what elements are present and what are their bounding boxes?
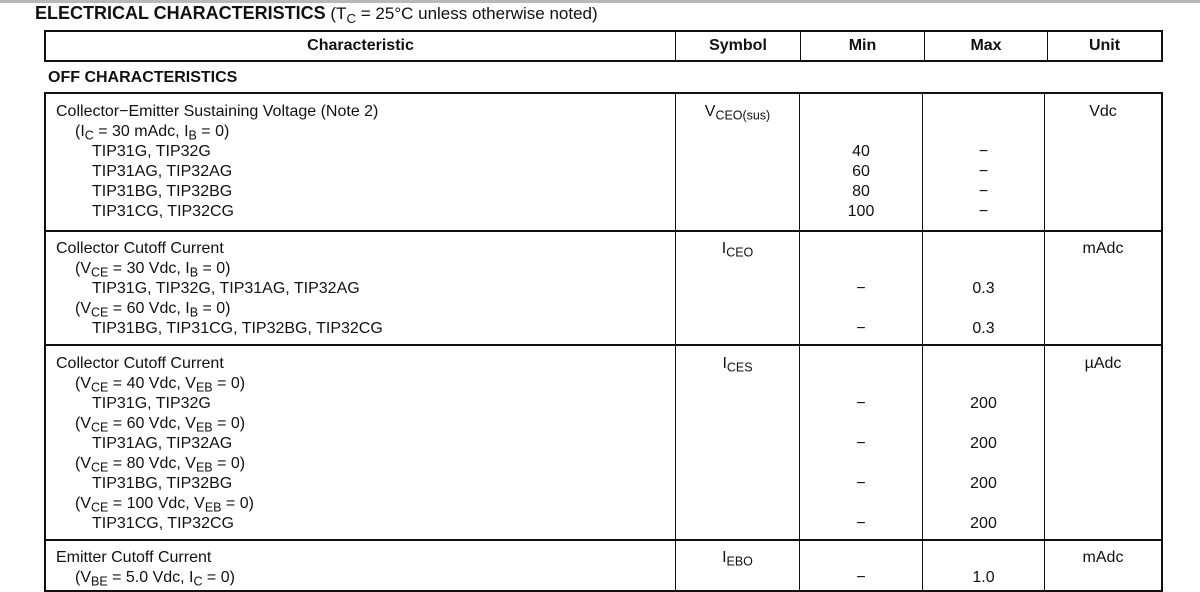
unit-cell (1044, 94, 1161, 230)
max-value (923, 102, 1044, 122)
characteristic-line (46, 142, 675, 162)
max-cell (922, 231, 1044, 344)
max-value: − (923, 202, 1044, 222)
symbol (676, 239, 799, 259)
min-value (800, 239, 922, 259)
min-value: 80 (800, 182, 922, 202)
text-segment: I (722, 549, 726, 566)
min-value (800, 548, 922, 568)
subscript: BE (91, 575, 108, 589)
max-value: 1.0 (923, 568, 1044, 588)
header-symbol: Symbol (675, 32, 800, 60)
unit: mAdc (1045, 239, 1161, 259)
max-value: 200 (923, 514, 1044, 534)
text-segment: (V (75, 495, 91, 512)
min-value: − (800, 319, 922, 339)
max-value: 200 (923, 394, 1044, 414)
subscript: CEO (726, 246, 753, 260)
characteristic-line (46, 202, 675, 222)
max-value: 0.3 (923, 279, 1044, 299)
text-segment: (V (75, 415, 91, 432)
unit: Vdc (1045, 102, 1161, 122)
page-title (35, 3, 598, 24)
symbol-cell (675, 346, 799, 539)
unit: µAdc (1045, 354, 1161, 374)
subscript: CEO(sus) (715, 108, 770, 122)
characteristic-line (46, 354, 675, 374)
min-cell (799, 231, 922, 344)
symbol-cell (675, 94, 799, 230)
min-value (800, 259, 922, 279)
subscript: CE (91, 500, 108, 514)
subscript: CE (91, 420, 108, 434)
subscript: B (190, 306, 198, 320)
table-body (44, 92, 1163, 592)
subscript: EB (196, 420, 213, 434)
text-segment: TIP31G, TIP32G, TIP31AG, TIP32AG (92, 280, 360, 297)
characteristic-line (46, 319, 675, 339)
max-value: − (923, 142, 1044, 162)
subscript: CE (91, 266, 108, 280)
max-value (923, 259, 1044, 279)
electrical-characteristics-table (44, 30, 1163, 592)
table-row (44, 345, 1163, 541)
text-segment: = 0) (198, 300, 230, 317)
symbol (676, 548, 799, 568)
max-cell (922, 346, 1044, 539)
text-segment: Collector Cutoff Current (56, 240, 224, 257)
min-value: − (800, 394, 922, 414)
text-segment: TIP31G, TIP32G (92, 143, 211, 160)
text-segment: TIP31CG, TIP32CG (92, 515, 234, 532)
text-segment: I (722, 240, 726, 257)
table-header (44, 30, 1163, 62)
header-min: Min (800, 32, 924, 60)
subscript: CE (91, 306, 108, 320)
subscript: B (190, 266, 198, 280)
characteristic-line (46, 122, 675, 142)
characteristic-cell (46, 231, 675, 344)
subscript: CE (91, 460, 108, 474)
min-value: − (800, 279, 922, 299)
min-value: − (800, 474, 922, 494)
header-max: Max (924, 32, 1047, 60)
text-segment: TIP31BG, TIP31CG, TIP32BG, TIP32CG (92, 320, 383, 337)
max-value (923, 354, 1044, 374)
max-value (923, 414, 1044, 434)
max-value (923, 122, 1044, 142)
text-segment: TIP31BG, TIP32BG (92, 183, 232, 200)
min-value (800, 299, 922, 319)
table-row (44, 92, 1163, 232)
text-segment: TIP31AG, TIP32AG (92, 163, 232, 180)
max-cell (922, 94, 1044, 230)
characteristic-line (46, 239, 675, 259)
min-cell (799, 346, 922, 539)
text-segment: = 100 Vdc, V (108, 495, 205, 512)
unit-cell (1044, 346, 1161, 539)
text-segment: Collector−Emitter Sustaining Voltage (Note 2) (56, 103, 378, 120)
characteristic-line (46, 434, 675, 454)
text-segment: TIP31G, TIP32G (92, 395, 211, 412)
characteristic-line (46, 299, 675, 319)
subscript: B (189, 128, 197, 142)
characteristic-line (46, 102, 675, 122)
characteristic-line (46, 182, 675, 202)
text-segment: TIP31BG, TIP32BG (92, 475, 232, 492)
text-segment: (V (75, 375, 91, 392)
max-value: − (923, 182, 1044, 202)
text-segment: Emitter Cutoff Current (56, 549, 211, 566)
text-segment: = 30 Vdc, I (108, 260, 189, 277)
text-segment: = 0) (213, 455, 245, 472)
subscript: EB (196, 380, 213, 394)
text-segment: (I (75, 123, 85, 140)
min-cell (799, 94, 922, 230)
cond-text: (T (326, 4, 347, 23)
subscript: C (85, 128, 94, 142)
max-value (923, 239, 1044, 259)
text-segment: Collector Cutoff Current (56, 355, 224, 372)
symbol (676, 354, 799, 374)
max-value (923, 454, 1044, 474)
text-segment: = 30 mAdc, I (94, 123, 189, 140)
text-segment: = 0) (202, 569, 234, 586)
text-segment: (V (75, 260, 91, 277)
text-segment: = 5.0 Vdc, I (108, 569, 194, 586)
header-characteristic: Characteristic (46, 32, 675, 60)
text-segment: I (722, 355, 726, 372)
max-value (923, 548, 1044, 568)
min-value (800, 414, 922, 434)
text-segment: TIP31AG, TIP32AG (92, 435, 232, 452)
min-value: 60 (800, 162, 922, 182)
min-value: 40 (800, 142, 922, 162)
characteristic-line (46, 548, 675, 568)
max-value: 0.3 (923, 319, 1044, 339)
text-segment: = 0) (213, 415, 245, 432)
text-segment: = 80 Vdc, V (108, 455, 196, 472)
subscript: CES (727, 360, 753, 374)
characteristic-line (46, 514, 675, 534)
title-condition (326, 4, 598, 23)
cond-sub: C (346, 11, 356, 26)
text-segment: = 0) (213, 375, 245, 392)
text-segment: TIP31CG, TIP32CG (92, 203, 234, 220)
text-segment: (V (75, 300, 91, 317)
text-segment: (V (75, 455, 91, 472)
text-segment: = 60 Vdc, I (108, 300, 189, 317)
subscript: CE (91, 380, 108, 394)
min-value (800, 454, 922, 474)
min-value (800, 374, 922, 394)
text-segment: = 0) (221, 495, 253, 512)
subscript: EB (196, 460, 213, 474)
subscript: C (193, 575, 202, 589)
max-value (923, 494, 1044, 514)
min-value: − (800, 514, 922, 534)
title-main: ELECTRICAL CHARACTERISTICS (35, 3, 326, 23)
min-value: − (800, 434, 922, 454)
subscript: EBO (727, 555, 753, 569)
characteristic-line (46, 454, 675, 474)
max-value (923, 299, 1044, 319)
max-value: − (923, 162, 1044, 182)
min-value (800, 102, 922, 122)
text-segment: V (705, 103, 716, 120)
text-segment: = 0) (198, 260, 230, 277)
text-segment: = 40 Vdc, V (108, 375, 196, 392)
unit-cell (1044, 231, 1161, 344)
characteristic-line (46, 494, 675, 514)
characteristic-line (46, 474, 675, 494)
unit: mAdc (1045, 548, 1161, 568)
characteristic-cell (46, 94, 675, 230)
cond-text: = 25°C unless otherwise noted) (356, 4, 598, 23)
characteristic-line (46, 162, 675, 182)
symbol-cell (675, 231, 799, 344)
subscript: EB (205, 500, 222, 514)
characteristic-line (46, 414, 675, 434)
min-value: 100 (800, 202, 922, 222)
characteristic-line (46, 568, 675, 588)
table-row (44, 230, 1163, 346)
characteristic-line (46, 394, 675, 414)
min-value (800, 122, 922, 142)
text-segment: = 0) (197, 123, 229, 140)
max-value: 200 (923, 474, 1044, 494)
max-value: 200 (923, 434, 1044, 454)
text-segment: = 60 Vdc, V (108, 415, 196, 432)
characteristic-line (46, 374, 675, 394)
min-value: − (800, 568, 922, 588)
header-unit: Unit (1047, 32, 1161, 60)
symbol (676, 102, 799, 122)
max-value (923, 374, 1044, 394)
text-segment: (V (75, 569, 91, 586)
table-row (44, 539, 1163, 592)
characteristic-line (46, 259, 675, 279)
min-value (800, 494, 922, 514)
section-heading: OFF CHARACTERISTICS (44, 62, 1163, 93)
characteristic-cell (46, 346, 675, 539)
min-value (800, 354, 922, 374)
characteristic-line (46, 279, 675, 299)
